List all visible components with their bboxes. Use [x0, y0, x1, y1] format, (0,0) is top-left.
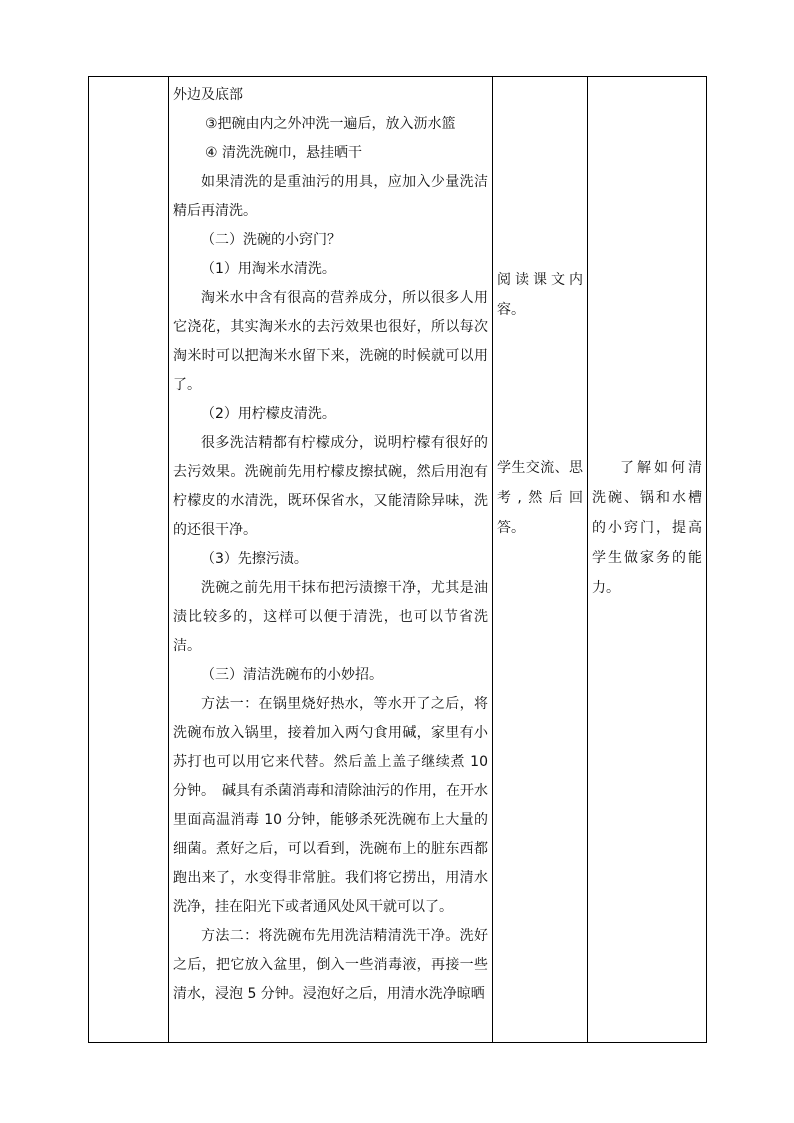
content-paragraph: 如果清洗的是重油污的用具，应加入少量洗洁精后再清洗。: [173, 174, 488, 219]
subsection-heading: （3）先擦污渍。: [201, 551, 308, 567]
design-intent-text: 了解如何清洗碗、锅和水槽的小窍门，提高学生做家务的能力。: [592, 460, 702, 596]
content-line: 外边及底部: [173, 87, 243, 103]
content-paragraph: 方法一：在锅里烧好热水，等水开了之后，将洗碗布放入锅里，接着加入两勺食用碱，家里有小苏打也可以用它来代替。然后盖上盖子继续煮 10 分钟。 碱具有杀菌消毒和清除油污的作用，在开水里面高温消毒 10 分钟，能够杀死洗碗布上大量的细菌。煮好之后，可以看到，洗碗布上的脏东西都跑出来了，水变得非常脏。我们将它捞出，用清水洗净，挂在阳光下或者通风处风干就可以了。: [173, 696, 488, 915]
student-activity-text: 阅读课文内容。: [497, 272, 583, 318]
section-heading: （二）洗碗的小窍门？: [201, 232, 341, 248]
content-line: ③把碗由内之外冲洗一遍后，放入沥水篮: [205, 116, 456, 132]
student-activity-column: [493, 77, 587, 1042]
content-paragraph: 洗碗之前先用干抹布把污渍擦干净，尤其是油渍比较多的，这样可以便于清洗，也可以节省洗洁。: [173, 580, 488, 654]
subsection-heading: （2）用柠檬皮清洗。: [201, 406, 336, 422]
content-paragraph: 方法二：将洗碗布先用洗洁精清洗干净。洗好之后，把它放入盆里，倒入一些消毒液，再接一些清水，浸泡 5 分钟。浸泡好之后，用清水洗净晾晒: [173, 928, 488, 1002]
content-paragraph: 很多洗洁精都有柠檬成分，说明柠檬有很好的去污效果。洗碗前先用柠檬皮擦拭碗，然后用泡有柠檬皮的水清洗，既环保省水，又能清除异味，洗的还很干净。: [173, 435, 488, 538]
student-activity-text: 学生交流、思考,然后回答。: [497, 460, 583, 536]
lesson-table: [88, 76, 707, 1043]
teaching-content-column: [169, 77, 492, 1042]
section-heading: （三）清洁洗碗布的小妙招。: [201, 667, 383, 683]
design-intent-column: [588, 77, 706, 1042]
content-paragraph: 淘米水中含有很高的营养成分，所以很多人用它浇花，其实淘米水的去污效果也很好，所以每次淘米时可以把淘米水留下来，洗碗的时候就可以用了。: [173, 290, 488, 393]
content-line: ④ 清洗洗碗巾，悬挂晒干: [205, 145, 363, 161]
subsection-heading: （1）用淘米水清洗。: [201, 261, 336, 277]
